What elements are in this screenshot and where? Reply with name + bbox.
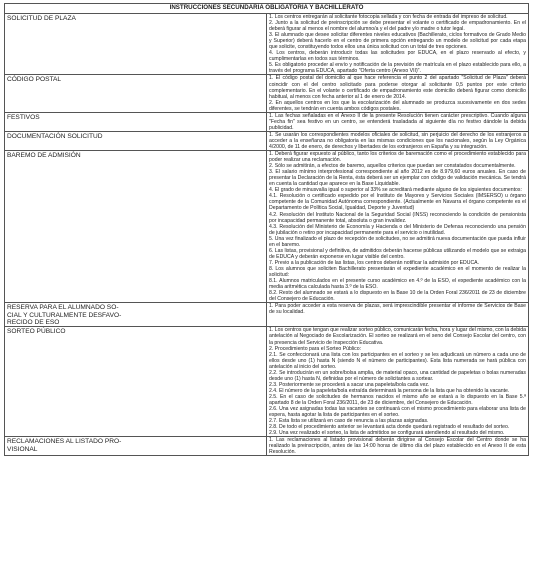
row-festivos	[5, 112, 529, 131]
section-content	[267, 303, 529, 327]
section-label	[5, 303, 267, 327]
paragraph: 1. Las fechas señaladas en el Anexo II de la presente Resolución tienen carácter prescriptivo. Cuando alguna "Fecha fin" sea festivo en un centro, se entenderá trasladada al siguiente día no festivo dándole la debida publicidad.	[269, 112, 526, 131]
paragraph: 4.3. Resolución del Ministerio de Economía y Hacienda o del Ministerio de Defensa reconociendo una pensión de jubilación o retiro por incapacidad permanente para el servicio o inutilidad.	[269, 223, 526, 236]
row-reserva-alumnado	[5, 303, 529, 327]
paragraph: 2. Sólo se admitirán, a efectos de baremo, aquellos criterios que puedan ser constatados documentalmente.	[269, 163, 516, 170]
section-label: CÓDIGO POSTAL	[5, 75, 267, 112]
instructions-document	[4, 3, 529, 456]
paragraph: 8.1. Alumnos matriculados en el presente curso académico en 4.º de la ESO, el expediente académico con la media aritmética calculada hasta 3.º de la ESO.	[269, 278, 526, 291]
section-label: BAREMO DE ADMISIÓN	[5, 151, 267, 303]
paragraph: 2.8. De todo el procedimiento anterior se levantará acta donde quedará registrado el resultado del sorteo.	[269, 424, 510, 431]
paragraph: 1. Deberá figurar expuesto al público, tanto los criterios de baremación como el procedimiento establecido para poder realizar una reclamación.	[269, 151, 526, 164]
label-line: VISIONAL	[7, 445, 38, 453]
row-solicitud-plaza	[5, 14, 529, 75]
row-codigo-postal	[5, 75, 529, 112]
paragraph: 1. Los centros entregarán al solicitante fotocopia sellada y con fecha de entrada del impreso de solicitud.	[269, 14, 508, 20]
section-label: SOLICITUD DE PLAZA	[5, 14, 267, 75]
paragraph: 2.5. En el caso de solicitudes de hermanos nacidos el mismo año se estará a lo dispuesto en la Base 5.ª apartado 8 de la Orden Foral 236/2011, de 23 de diciembre, del Consejero de Educación.	[269, 393, 526, 406]
paragraph: 2.3. Posteriormente se procederá a sacar una papeleta/bola cada vez.	[269, 381, 430, 388]
paragraph: 3. El alumnado que desee solicitar diferentes niveles educativos (Bachillerato, ciclos formativos de Grado Medio y Superior) deberá hacerlo en el centro de primera opción entregando un modelo de solicitud por cada etapa que solicite, constituyendo todos ellos una única solicitud con un total de tres opciones.	[269, 32, 526, 51]
paragraph: 4.2. Resolución del Instituto Nacional de la Seguridad Social (INSS) reconociendo la condición de pensionista por incapacidad permanente total, absoluta o gran invalidez.	[269, 211, 526, 224]
label-line: RECLAMACIONES AL LISTADO PRO-	[7, 438, 122, 446]
paragraph: 2. Procedimiento para el Sorteo Público:	[269, 345, 362, 352]
paragraph: 2.6. Una vez asignadas todas las vacantes se continuará con el mismo procedimiento para elaborar una lista de espera, hasta agotar la lista de participantes en el sorteo.	[269, 406, 526, 419]
section-content	[267, 151, 529, 303]
row-sorteo-publico	[5, 327, 529, 437]
paragraph: 4.1. Resolución o certificado expedido por el Instituto de Mayores y Servicios Sociales (IMSERSO) u órgano competente de la Comunidad Autónoma correspondiente. (Actualmente en Navarra el órgano competente es el Departamento de Política Social, Igualdad, Deporte y Juventud)	[269, 193, 526, 212]
paragraph: 2.1. Se confeccionará una lista con los participantes en el sorteo y se les adjudicará un número a cada uno de ellos desde uno (1) hasta N (siendo N el número de participantes). Esta lista numerada se hará pública con antelación al inicio del sorteo.	[269, 351, 526, 370]
row-documentacion-solicitud	[5, 131, 529, 150]
paragraph: 7. Previo a la publicación de las listas, los centros deberán notificar la admisión por EDUCA.	[269, 259, 480, 266]
paragraph: 4. Los centros, deberán introducir todas las solicitudes por EDUCA, en el plazo reservado al efecto, y cumplimentarlas en todos sus términos.	[269, 50, 526, 63]
paragraph: 1. Se usarán los correspondientes modelos oficiales de solicitud, sin perjuicio del derecho de los extranjeros a acceder a la enseñanza no obligatoria en las mismas condiciones que los nacionales, según la Ley Orgánica 4/2000, de 11 de enero, de derechos y libertades de los extranjeros en España y su integración.	[269, 131, 526, 150]
paragraph: 8.2. Resto del alumnado se estará a lo dispuesto en la Base 10 de la Orden Foral 236/2011 de 23 de diciembre del Consejero de Educación.	[269, 290, 526, 303]
paragraph: 8. Los alumnos que soliciten Bachillerato presentarán el expediente académico en el momento de realizar la solicitud:	[269, 265, 526, 278]
paragraph: 5. Es obligatorio proceder al envío y notificación de la previsión de matrícula en el plazo establecido para ello, a través del programa EDUCA, apartado "Oferta centro (Anexo VII)".	[269, 62, 526, 75]
section-content	[267, 437, 529, 456]
paragraph: 3. El salario mínimo interprofesional correspondiente al año 2012 es de 8.979,60 euros anuales. En caso de presentar la Declaración de la Renta, ésta deberá ser un ejemplar con código de validación mecánica. Se tendrá en cuenta la cantidad que aparece en la Base Liquidable.	[269, 169, 526, 188]
paragraph: 2. En aquellos centros en los que la escolarización del alumnado se produzca sucesivamente en dos sedes diferentes, se tendrán en cuenta ambos códigos postales.	[269, 99, 526, 112]
section-label: DOCUMENTACIÓN SOLICITUD	[5, 131, 267, 150]
row-reclamaciones	[5, 437, 529, 456]
section-label	[5, 437, 267, 456]
paragraph: 6. Las listas, provisional y definitiva, de admitidos deberán hacerse públicas utilizando el modelo que se extraiga de EDUCA y deberán exponerse en lugar visible del centro.	[269, 247, 526, 260]
section-label: SORTEO PÚBLICO	[5, 327, 267, 437]
section-label: FESTIVOS	[5, 112, 267, 131]
paragraph: 1. Los centros que tengan que realizar sorteo público, comunicarán fecha, hora y lugar del mismo, con la debida antelación al Negociado de Escolarización. El sorteo se realizará en el seno del Consejo Escolar del centro, con la presencia del Servicio de Inspección Educativa.	[269, 327, 526, 346]
section-content	[267, 75, 529, 112]
row-baremo-admision	[5, 151, 529, 303]
label-line: RESERVA PARA EL ALUMNADO SO-	[7, 304, 119, 312]
paragraph: 2.7. Esta lista se utilizará en caso de renuncia a las plazas asignadas.	[269, 418, 429, 425]
paragraph: 2. Junto a la solicitud de preinscripción se debe presentar el volante o certificado de empadronamiento. En el deberá figurar al menos el nombre del alumno/a y el del padre y/o madre o tutor legal.	[269, 20, 526, 33]
table-header-row	[5, 4, 529, 14]
instructions-table	[4, 3, 529, 456]
paragraph: 2.4. El número de la papeleta/bola extraída determinará la persona de la lista que ha obtenido la vacante.	[269, 387, 510, 394]
section-content	[267, 131, 529, 150]
paragraph: 1. El código postal del domicilio al que hace referencia el punto 2 del apartado "Solicitud de Plaza" deberá coincidir con el del centro solicitado para poderse otorgar al solicitante 0,5 puntos por este criterio complementario. En el volante o certificado de empadronamiento este domicilio deberá figurar como domicilio habitual, al menos con fecha anterior al 1 de enero de 2014.	[269, 75, 526, 100]
paragraph: 1. Las reclamaciones al listado provisional deberán dirigirse al Consejo Escolar del Centro donde se ha realizado la preinscripción, antes de las 14:00 horas de último día del plazo establecido en el Anexo II de esta Resolución.	[269, 437, 526, 456]
table-title: INSTRUCCIONES SECUNDARIA OBLIGATORIA Y BACHILLERATO	[5, 4, 529, 14]
section-content	[267, 327, 529, 437]
paragraph: 2.9. Una vez realizado el sorteo, la lista de admitidos se configurará atendiendo al resultado del mismo.	[269, 430, 505, 437]
section-content	[267, 112, 529, 131]
section-content	[267, 14, 529, 75]
paragraph: 4. El grado de minusvalía igual o superior al 33% se acreditará mediante alguno de los siguientes documentos:	[269, 187, 522, 194]
label-line: CIAL Y CULTURALMENTE DESFAVO-	[7, 311, 122, 319]
paragraph: 2.2. Se introducirán en un sobre/bolsa amplia, de material opaco, una cantidad de papeletas o bolas numeradas desde uno (1) hasta N, definidas por el número de solicitantes a sortear.	[269, 369, 526, 382]
paragraph: 5. Una vez finalizado el plazo de recepción de solicitudes, no se admitirá nueva documentación que pueda influir en el baremo.	[269, 235, 526, 248]
label-line: RECIDO DE ESO	[7, 319, 60, 327]
paragraph: 1. Para poder acceder a esta reserva de plazas, será imprescindible presentar el informe de Servicios de Base de su localidad.	[269, 303, 526, 316]
